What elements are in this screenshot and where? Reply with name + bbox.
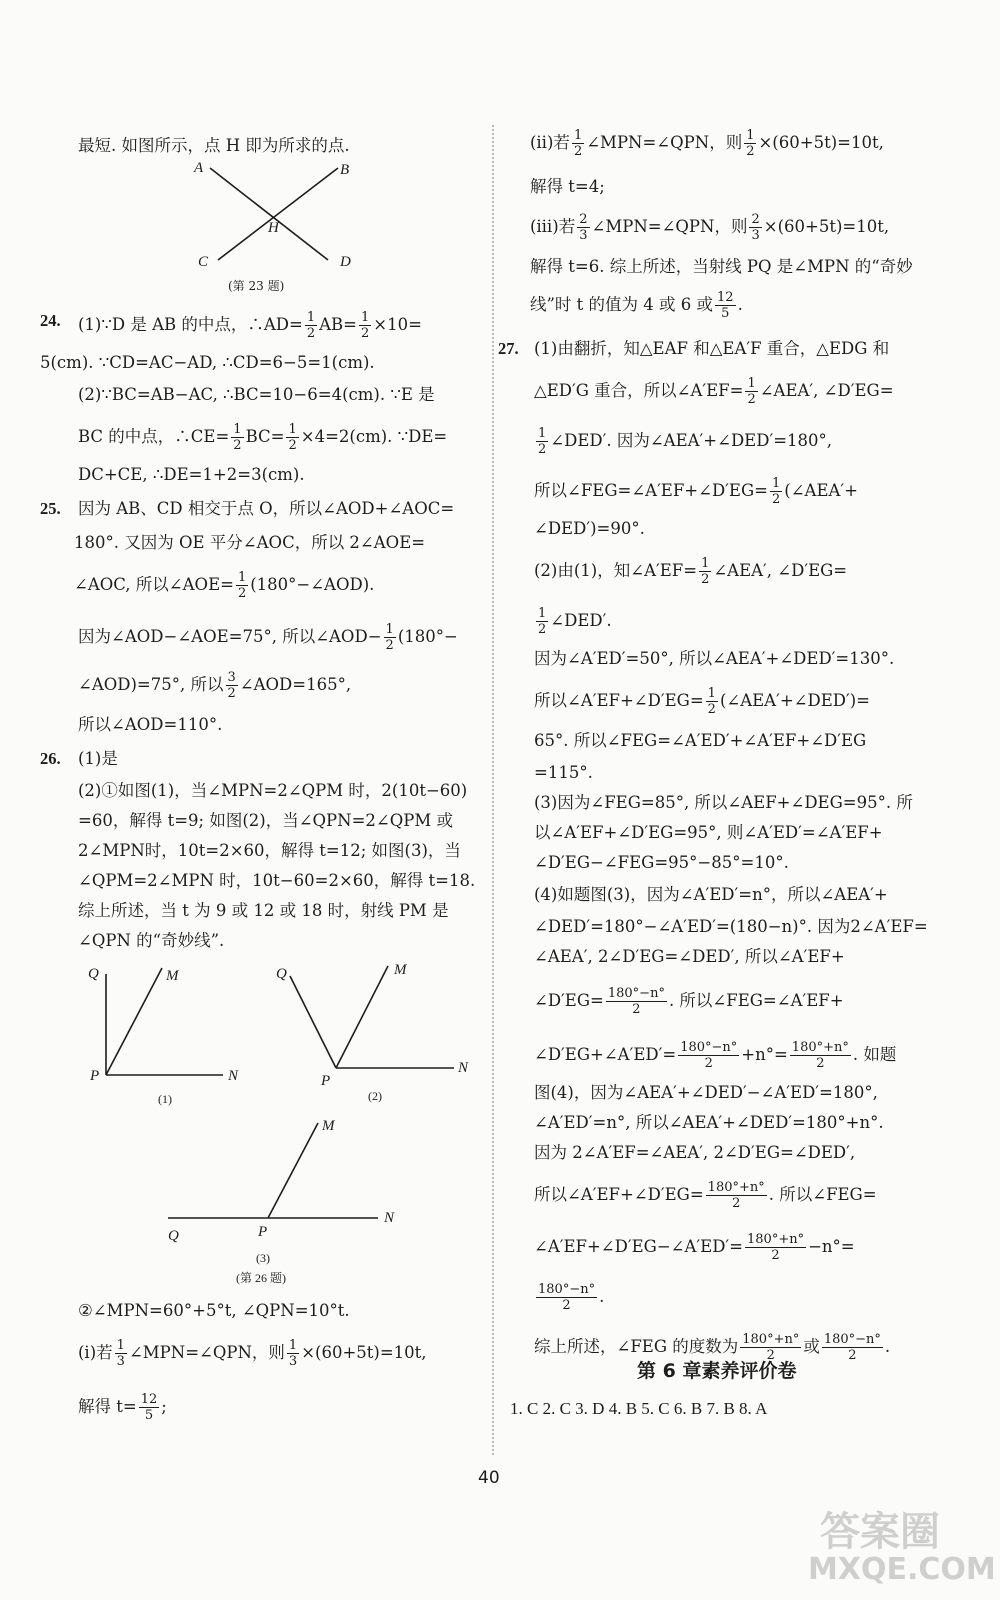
q27-line-14: ∠D′EG−∠FEG=95°−85°=10°. xyxy=(534,853,789,872)
fig23-label-c: C xyxy=(198,254,209,270)
fig26-2-label-q: Q xyxy=(276,966,287,982)
q27-line-9: 所以∠A′EF+∠D′EG= $\frac{1}{2}$ (∠AEA′+∠DED′)= xyxy=(534,686,870,717)
q25-line-5: ∠AOD)=75°, 所以 $\frac{3}{2}$ ∠AOD=165°, xyxy=(78,670,352,701)
fig26-2-caption: (2) xyxy=(368,1089,382,1103)
q27-line-1: (1)由翻折，知△EAF 和△EA′F 重合，△EDG 和 xyxy=(534,339,890,358)
q27-line-23: 所以∠A′EF+∠D′EG= $\frac{180^\circ+n^\circ}{2}$ . 所以∠FEG= xyxy=(534,1180,877,1211)
q27-line-13: 以∠A′EF+∠D′EG=95°, 则∠A′ED′=∠A′EF+ xyxy=(534,823,883,842)
q24-line-3: (2)∵BC=AB−AC, ∴BC=10−6=4(cm). ∵E 是 xyxy=(78,385,435,404)
fig26-caption: (第 26 题) xyxy=(236,1271,286,1285)
fig23-label-b: B xyxy=(340,162,350,178)
fig23-label-a: A xyxy=(194,160,204,176)
section-title: 第 6 章素养评价卷 xyxy=(637,1360,797,1382)
q27-line-12: (3)因为∠FEG=85°, 所以∠AEF+∠DEG=95°. 所 xyxy=(534,793,913,812)
fig26-1-label-q: Q xyxy=(88,966,99,982)
q24-line-1: (1)∵D 是 AB 的中点，∴AD= $\frac{1}{2}$ AB= $\frac{1}{2}$ ×10= xyxy=(78,310,422,341)
q24-line-5: DC+CE, ∴DE=1+2=3(cm). xyxy=(78,465,305,484)
q26-line-4: 2∠MPN时，10t=2×60，解得 t=12; 如图(3)，当 xyxy=(78,841,461,860)
q26-line-10: 解得 t= $\frac{12}{5}$ ; xyxy=(78,1392,167,1423)
q27-line-18: ∠D′EG= $\frac{180^\circ-n^\circ}{2}$ . 所以∠FEG=∠A′EF+ xyxy=(534,986,844,1017)
question-number-27: 27. xyxy=(498,339,519,358)
q26-line-1: (1)是 xyxy=(78,749,118,768)
q27-line-8: 因为∠A′ED′=50°, 所以∠AEA′+∠DED′=130°. xyxy=(534,649,895,668)
q26-line-7: ∠QPN 的“奇妙线”. xyxy=(78,931,225,950)
q27-line-5: ∠DED′)=90°. xyxy=(534,519,645,538)
q26-line-3: =60，解得 t=9; 如图(2)，当∠QPN=2∠QPM 或 xyxy=(78,811,454,830)
q27-line-17: ∠AEA′, 2∠D′EG=∠DED′, 所以∠A′EF+ xyxy=(534,947,845,966)
fig26-2-label-p: P xyxy=(321,1073,331,1089)
r-line-5: 线”时 t 的值为 4 或 6 或 $\frac{12}{5}$ . xyxy=(530,290,743,321)
figure-23 xyxy=(188,160,368,270)
q27-line-2: △ED′G 重合，所以∠A′EF= $\frac{1}{2}$ ∠AEA′, ∠D′EG= xyxy=(534,376,894,407)
r-line-4: 解得 t=6. 综上所述，当射线 PQ 是∠MPN 的“奇妙 xyxy=(530,257,913,276)
fig26-1-label-n: N xyxy=(228,1068,239,1084)
q27-line-7: $\frac{1}{2}$ ∠DED′. xyxy=(538,606,612,637)
q25-line-4: 因为∠AOD−∠AOE=75°, 所以∠AOD− $\frac{1}{2}$ (180°− xyxy=(78,622,458,653)
fig26-3-label-p: P xyxy=(258,1224,268,1240)
fig26-3-caption: (3) xyxy=(256,1251,270,1265)
watermark-url: MXQE.COM xyxy=(808,1552,996,1587)
fig26-3-label-q: Q xyxy=(168,1228,179,1244)
fig23-label-d: D xyxy=(340,254,351,270)
r-line-3: (ⅲ)若 $\frac{2}{3}$ ∠MPN=∠QPN，则 $\frac{2}{3}$ ×(60+5t)=10t, xyxy=(530,212,890,243)
figure-23-caption: (第 23 题) xyxy=(228,279,285,293)
q27-line-11: =115°. xyxy=(534,763,593,782)
column-divider xyxy=(492,125,494,1455)
fig26-3-label-n: N xyxy=(384,1210,395,1226)
q27-line-16: ∠DED′=180°−∠A′ED′=(180−n)°. 因为2∠A′EF= xyxy=(534,917,928,936)
q26-line-8: ②∠MPN=60°+5°t, ∠QPN=10°t. xyxy=(78,1301,350,1320)
q27-line-15: (4)如题图(3)，因为∠A′ED′=n°，所以∠AEA′+ xyxy=(534,885,888,904)
answer-key: 1. C 2. C 3. D 4. B 5. C 6. B 7. B 8. A xyxy=(510,1399,768,1418)
q25-line-3: ∠AOC, 所以∠AOE= $\frac{1}{2}$ (180°−∠AOD). xyxy=(74,570,375,601)
figure-26 xyxy=(78,960,488,1285)
r-line-2: 解得 t=4; xyxy=(530,177,605,196)
fig26-3-label-m: M xyxy=(322,1118,335,1134)
q25-line-1: 因为 AB、CD 相交于点 O，所以∠AOD+∠AOC= xyxy=(78,499,455,518)
fig26-2-label-n: N xyxy=(458,1060,469,1076)
q27-line-21: ∠A′ED′=n°, 所以∠AEA′+∠DED′=180°+n°. xyxy=(534,1113,884,1132)
fig26-1-label-m: M xyxy=(166,968,179,984)
q27-line-4: 所以∠FEG=∠A′EF+∠D′EG= $\frac{1}{2}$ (∠AEA′+ xyxy=(534,476,858,507)
fig23-label-h: H xyxy=(268,220,279,236)
q26-line-5: ∠QPM=2∠MPN 时，10t−60=2×60，解得 t=18. xyxy=(78,871,476,890)
q27-line-24: ∠A′EF+∠D′EG−∠A′ED′= $\frac{180^\circ+n^\circ}{2}$ −n°= xyxy=(534,1232,855,1263)
q27-line-6: (2)由(1)，知∠A′EF= $\frac{1}{2}$ ∠AEA′, ∠D′EG= xyxy=(534,556,848,587)
q27-line-25: $\frac{180^\circ-n^\circ}{2}$ . xyxy=(538,1282,605,1313)
q27-line-10: 65°. 所以∠FEG=∠A′ED′+∠A′EF+∠D′EG xyxy=(534,731,867,750)
q26-line-6: 综上所述，当 t 为 9 或 12 或 18 时，射线 PM 是 xyxy=(78,901,449,920)
q27-line-26: 综上所述，∠FEG 的度数为 $\frac{180^\circ+n^\circ}{2}$ 或 $\frac{180^\circ-n^\circ}{2}$ . xyxy=(534,1332,891,1363)
q24-line-2: 5(cm). ∵CD=AC−AD, ∴CD=6−5=1(cm). xyxy=(40,353,375,372)
fig26-2-label-m: M xyxy=(394,962,407,978)
watermark-logo: 答案圈 xyxy=(820,1509,940,1555)
q26-line-9: (ⅰ)若 $\frac{1}{3}$ ∠MPN=∠QPN，则 $\frac{1}{3}$ ×(60+5t)=10t, xyxy=(78,1338,427,1369)
q24-line-4: BC 的中点，∴CE= $\frac{1}{2}$ BC= $\frac{1}{2}$ ×4=2(cm). ∵DE= xyxy=(78,422,448,453)
question-number-25: 25. xyxy=(40,499,61,518)
r-line-1: (ⅱ)若 $\frac{1}{2}$ ∠MPN=∠QPN，则 $\frac{1}{2}$ ×(60+5t)=10t, xyxy=(530,128,884,159)
fig26-1-caption: (1) xyxy=(158,1092,172,1106)
page-number: 40 xyxy=(478,1468,500,1488)
q26-line-2: (2)①如图(1)，当∠MPN=2∠QPM 时，2(10t−60) xyxy=(78,781,468,800)
q25-line-2: 180°. 又因为 OE 平分∠AOC，所以 2∠AOE= xyxy=(74,533,426,552)
q25-line-6: 所以∠AOD=110°. xyxy=(78,715,223,734)
fig26-1-label-p: P xyxy=(90,1068,100,1084)
text-line: 最短. 如图所示，点 H 即为所求的点. xyxy=(78,136,350,155)
q27-line-20: 图(4)，因为∠AEA′+∠DED′−∠A′ED′=180°, xyxy=(534,1083,878,1102)
q27-line-3: $\frac{1}{2}$ ∠DED′. 因为∠AEA′+∠DED′=180°, xyxy=(538,426,833,457)
question-number-26: 26. xyxy=(40,749,61,768)
q27-line-22: 因为 2∠A′EF=∠AEA′, 2∠D′EG=∠DED′, xyxy=(534,1143,856,1162)
question-number-24: 24. xyxy=(40,311,61,330)
q27-line-19: ∠D′EG+∠A′ED′= $\frac{180^\circ-n^\circ}{2}$ +n°= $\frac{180^\circ+n^\circ}{2}$ . 如题 xyxy=(534,1040,897,1071)
